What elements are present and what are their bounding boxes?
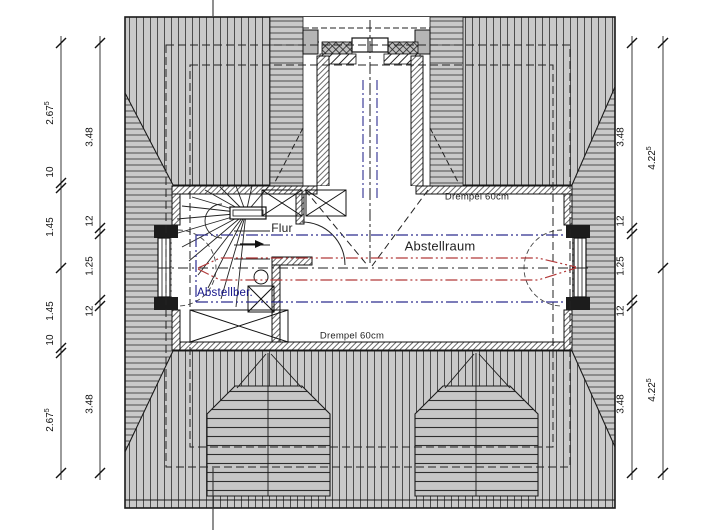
stair-top-tread — [230, 207, 266, 219]
gable-wall-corner-left — [303, 30, 318, 54]
cross-gable — [270, 17, 463, 188]
dim-left-inner-2: 1.25 — [84, 256, 96, 276]
dim-left-outer-5: 2.67$^5$ — [43, 408, 57, 432]
gable-side-wall-right — [411, 56, 423, 186]
dim-right-inner-0: 3.48 — [615, 127, 627, 147]
note-drempel-bottom: Drempel 60cm — [319, 330, 385, 342]
dim-left-inner-1: 12 — [84, 215, 96, 227]
dim-left-outer-3: 1.45 — [45, 301, 57, 321]
dim-right-inner-1: 12 — [615, 215, 627, 227]
dim-right-inner-3: 12 — [615, 305, 627, 317]
dormer-right — [415, 386, 538, 496]
note-drempel-top: Drempel 60cm — [444, 191, 510, 203]
gable-masonry-right — [388, 42, 418, 54]
dim-right-outer-1: 4.22$^5$ — [645, 378, 659, 402]
dim-left-inner-3: 12 — [84, 305, 96, 317]
dim-left-outer-4: 10 — [45, 334, 57, 346]
dormer-left — [207, 386, 330, 496]
dim-left-inner-0: 3.48 — [84, 127, 96, 147]
dim-left-inner-4: 3.48 — [84, 394, 96, 414]
gable-masonry-left — [322, 42, 352, 54]
dim-left-outer-0: 2.67$^5$ — [43, 101, 57, 125]
room-label-abstellraum: Abstellraum — [404, 238, 476, 254]
dim-right-inner-2: 1.25 — [615, 256, 627, 276]
room-label-flur: Flur — [271, 221, 293, 235]
dim-right-outer-0: 4.22$^5$ — [645, 146, 659, 170]
dim-left-outer-1: 10 — [45, 166, 57, 178]
gable-side-wall-left — [317, 56, 329, 186]
eaves-fascia — [125, 500, 615, 508]
dim-right-inner-4: 3.48 — [615, 394, 627, 414]
dim-left-outer-2: 1.45 — [45, 217, 57, 237]
room-label-abstellber: Abstellber. — [197, 287, 253, 299]
